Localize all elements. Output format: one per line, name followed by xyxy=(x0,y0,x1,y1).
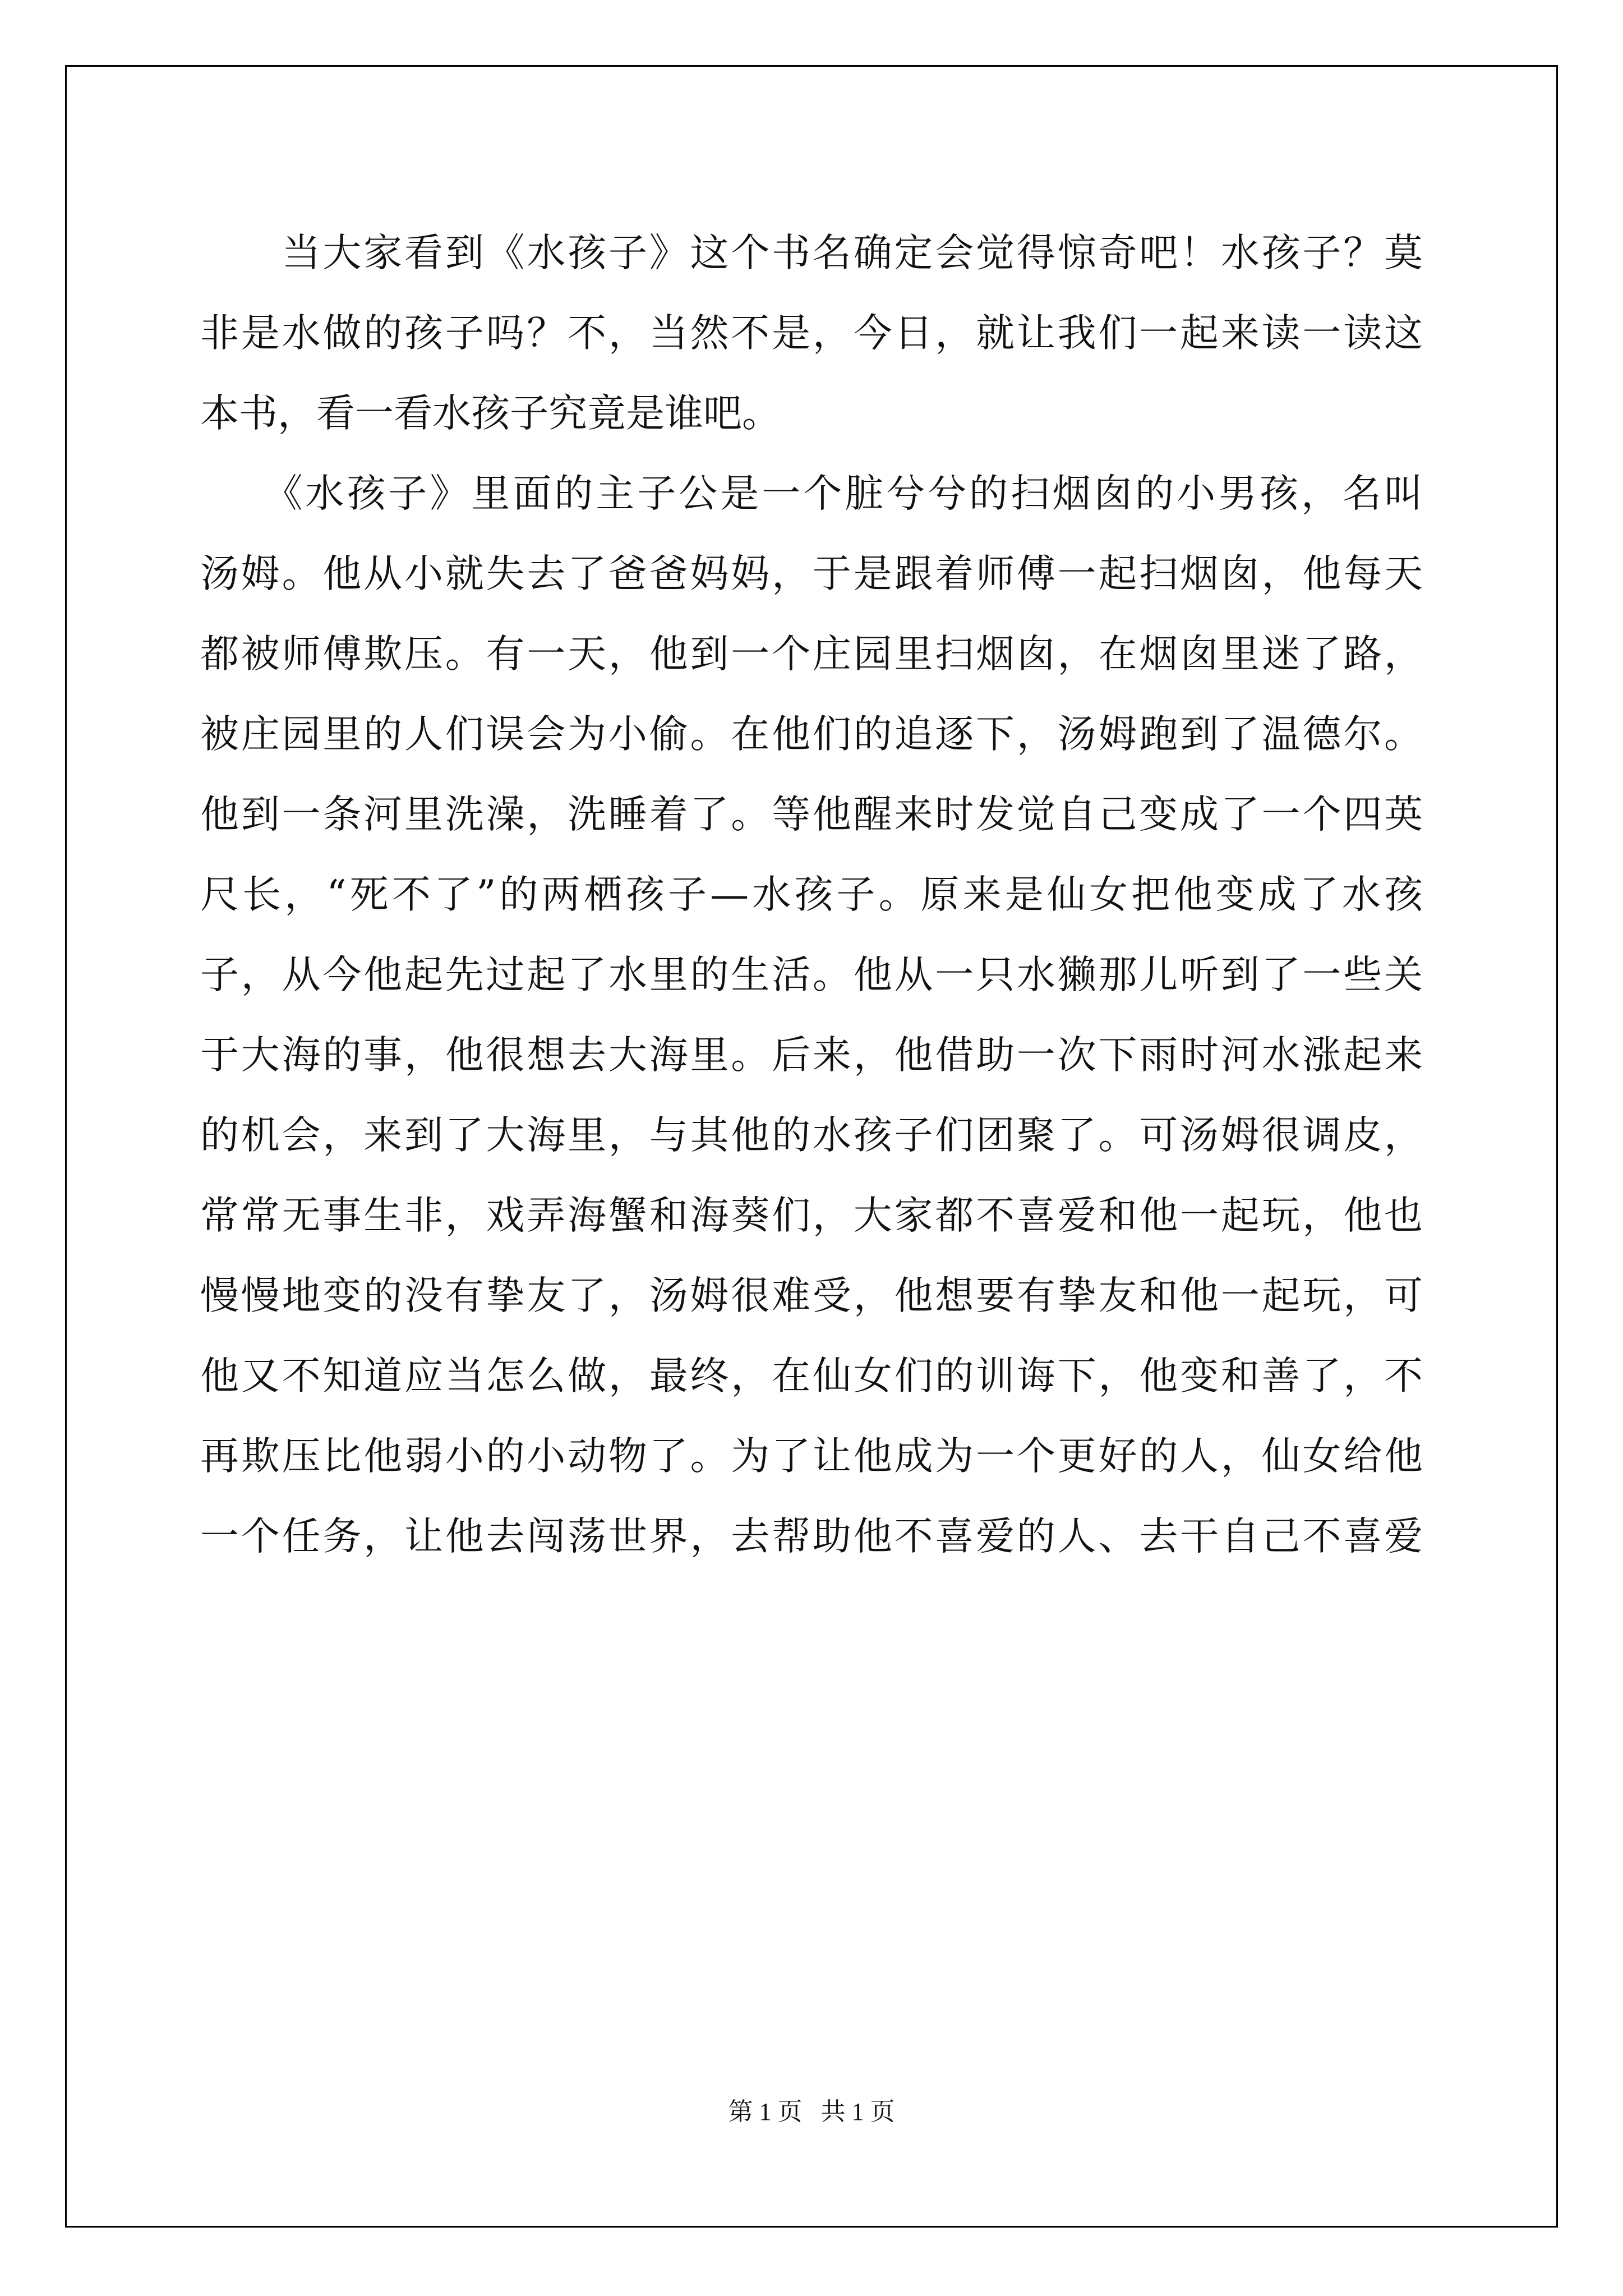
text-line: 被庄园里的人们误会为小偷。在他们的追逐下，汤姆跑到了温德尔。 xyxy=(200,712,1423,757)
text-line: 于大海的事，他很想去大海里。后来，他借助一次下雨时河水涨起来 xyxy=(200,1033,1423,1078)
text-line: 慢慢地变的没有挚友了，汤姆很难受，他想要有挚友和他一起玩，可 xyxy=(200,1273,1423,1318)
text-line: 本书，看一看水孩子究竟是谁吧。 xyxy=(200,391,781,436)
text-line: 当大家看到《水孩子》这个书名确定会觉得惊奇吧！水孩子？莫 xyxy=(282,231,1423,275)
document-body xyxy=(200,213,1423,1577)
text-line: 一个任务，让他去闯荡世界，去帮助他不喜爱的人、去干自己不喜爱 xyxy=(200,1514,1423,1559)
page-number: 第 1 页 xyxy=(728,2098,803,2125)
page-footer xyxy=(0,2091,1623,2127)
text-line: 尺长，“死不了”的两栖孩子—水孩子。原来是仙女把他变成了水孩 xyxy=(200,872,1423,917)
text-line: 他到一条河里洗澡，洗睡着了。等他醒来时发觉自己变成了一个四英 xyxy=(200,792,1423,837)
text-line: 《水孩子》里面的主子公是一个脏兮兮的扫烟囱的小男孩，名叫 xyxy=(283,471,1423,516)
text-line: 的机会，来到了大海里，与其他的水孩子们团聚了。可汤姆很调皮， xyxy=(200,1113,1423,1158)
text-line: 常常无事生非，戏弄海蟹和海葵们，大家都不喜爱和他一起玩，他也 xyxy=(200,1193,1423,1238)
page-total: 共 1 页 xyxy=(820,2098,895,2125)
text-line: 他又不知道应当怎么做，最终，在仙女们的训诲下，他变和善了，不 xyxy=(200,1354,1423,1398)
text-line: 汤姆。他从小就失去了爸爸妈妈，于是跟着师傅一起扫烟囱，他每天 xyxy=(200,551,1423,596)
text-line: 都被师傅欺压。有一天，他到一个庄园里扫烟囱，在烟囱里迷了路， xyxy=(200,632,1423,677)
text-line: 非是水做的孩子吗？不，当然不是，今日，就让我们一起来读一读这 xyxy=(200,311,1423,356)
text-line: 再欺压比他弱小的小动物了。为了让他成为一个更好的人，仙女给他 xyxy=(200,1434,1423,1479)
text-line: 子，从今他起先过起了水里的生活。他从一只水獭那儿听到了一些关 xyxy=(200,953,1423,997)
